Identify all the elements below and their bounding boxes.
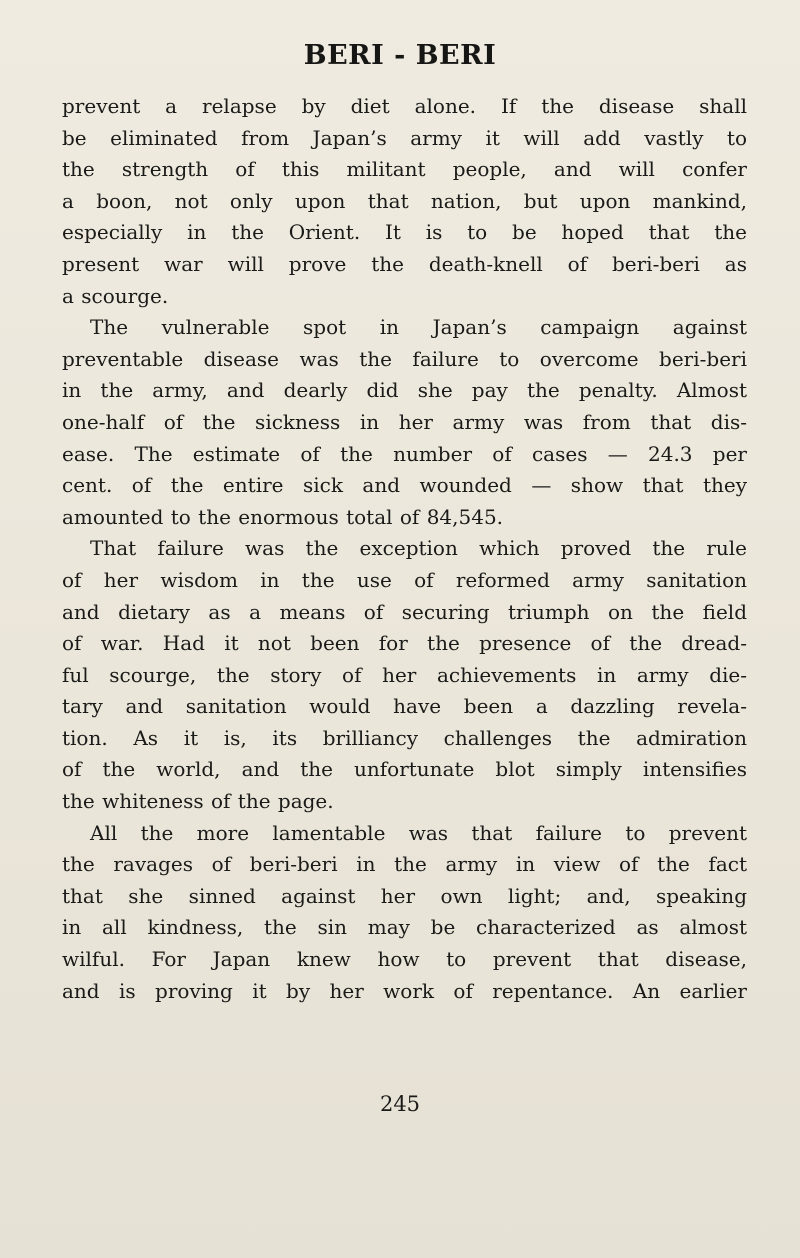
text-line: wilful. For Japan knew how to prevent that disease, [62, 947, 747, 972]
text-line: amounted to the enormous total of 84,545. [62, 504, 504, 529]
page-number: 245 [379, 1092, 421, 1116]
body-text [62, 91, 747, 1007]
text-line: That failure was the exception which proved the rule [90, 536, 747, 561]
text-line: tion. As it is, its brilliancy challenges the admiration [62, 725, 747, 750]
text-line: All the more lamentable was that failure to prevent [90, 820, 747, 845]
text-line: of her wisdom in the use of reformed army sanitation [62, 567, 747, 592]
text-line: present war will prove the death-knell of beri-beri as [62, 251, 747, 276]
text-line: that she sinned against her own light; and, speaking [62, 883, 747, 908]
text-line: ease. The estimate of the number of cases — 24.3 per [62, 441, 747, 466]
text-line: a scourge. [62, 283, 169, 308]
text-line: ful scourge, the story of her achievements in army die- [62, 662, 747, 687]
text-line: the strength of this militant people, and will confer [62, 157, 747, 182]
text-line: and dietary as a means of securing triumph on the field [62, 599, 747, 624]
text-line: be eliminated from Japan’s army it will add vastly to [62, 125, 747, 150]
running-head: BERI - BERI [303, 40, 497, 71]
text-line: of war. Had it not been for the presence of the dread- [62, 631, 747, 656]
text-line: one-half of the sickness in her army was from that dis- [62, 409, 747, 434]
text-line: cent. of the entire sick and wounded — show that they [62, 473, 747, 498]
text-line: in the army, and dearly did she pay the penalty. Almost [62, 378, 747, 403]
text-line: preventable disease was the failure to overcome beri-beri [62, 346, 747, 371]
text-line: of the world, and the unfortunate blot simply intensifies [62, 757, 747, 782]
text-line: and is proving it by her work of repentance. An earlier [62, 978, 747, 1003]
text-line: The vulnerable spot in Japan’s campaign against [90, 315, 747, 340]
text-line: especially in the Orient. It is to be hoped that the [62, 220, 747, 245]
text-line: tary and sanitation would have been a dazzling revela- [62, 694, 747, 719]
text-line: a boon, not only upon that nation, but upon mankind, [62, 188, 747, 213]
text-line: prevent a relapse by diet alone. If the disease shall [62, 94, 747, 118]
text-line: in all kindness, the sin may be characterized as almost [62, 915, 747, 940]
text-line: the ravages of beri-beri in the army in view of the fact [62, 852, 747, 877]
text-line: the whiteness of the page. [62, 789, 334, 814]
